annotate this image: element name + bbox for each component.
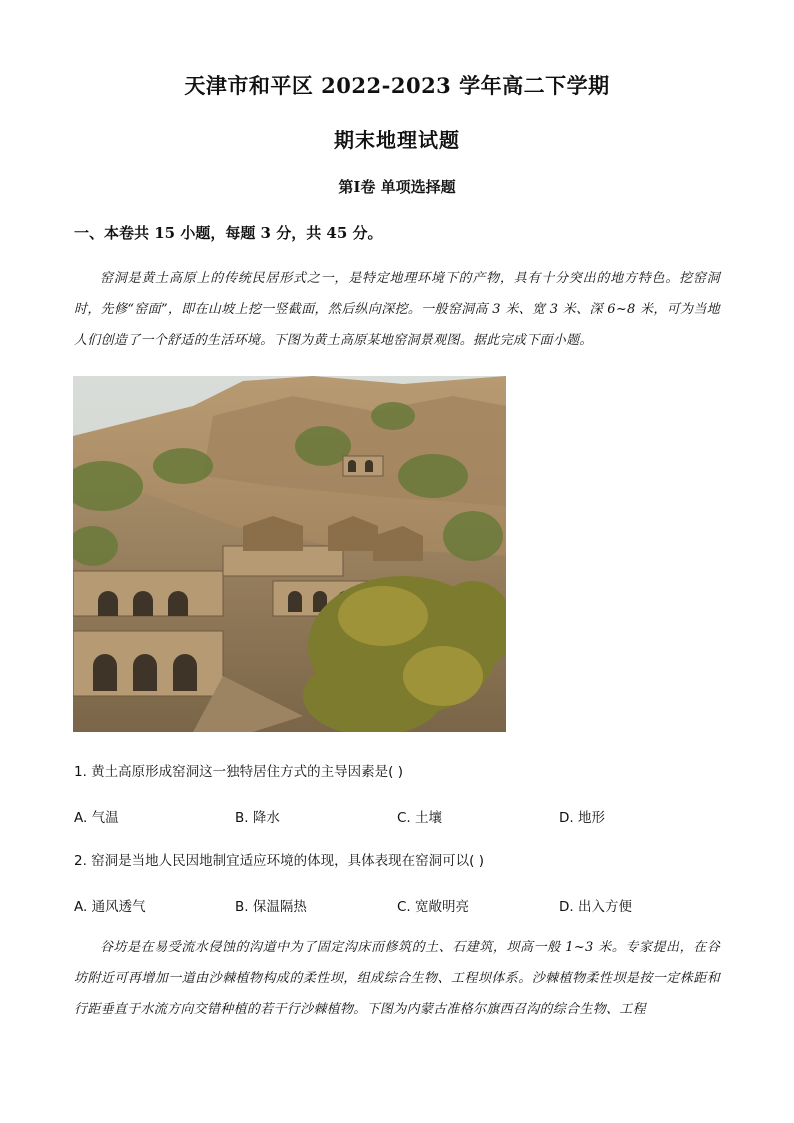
question-1-option-b[interactable]: B. 降水 — [235, 810, 280, 826]
exam-title: 天津市和平区 2022-2023 学年高二下学期 — [184, 73, 610, 98]
part-title: 第Ⅰ卷 单项选择题 — [338, 178, 456, 196]
question-2-option-d[interactable]: D. 出入方便 — [559, 899, 632, 915]
question-2-option-b[interactable]: B. 保温隔热 — [235, 899, 307, 915]
passage-2: 谷坊是在易受流水侵蚀的沟道中为了固定沟床而修筑的土、石建筑，坝高一般 1~3 米。专家提出，在谷坊附近可再增加一道由沙棘植物构成的柔性坝，组成综合生物、工程坝体系。沙棘植物柔性坝是按一定株距和行距垂直于水流方向交错种植的若干行沙棘植物。下图为内蒙古准格尔旗西召沟的综合生物、工程 — [74, 940, 720, 1017]
cave-dwelling-photo — [73, 376, 506, 732]
question-1-stem: 1. 黄土高原形成窑洞这一独特居住方式的主导因素是( ) — [74, 764, 403, 780]
question-1-option-a[interactable]: A. 气温 — [74, 810, 119, 826]
section-heading: 一、本卷共 15 小题，每题 3 分，共 45 分。 — [74, 224, 383, 242]
question-1-options — [74, 806, 724, 826]
question-2-option-a[interactable]: A. 通风透气 — [74, 899, 146, 915]
passage-1: 窑洞是黄土高原上的传统民居形式之一，是特定地理环境下的产物，具有十分突出的地方特色。挖窑洞时，先修“窑面”，即在山坡上挖一竖截面，然后纵向深挖。一般窑洞高 3 米、宽 3 米、深 6~8 米，可为当地人们创造了一个舒适的生活环境。下图为黄土高原某地窑洞景观图。据此完成下面小题。 — [74, 271, 720, 348]
question-2-options — [74, 895, 724, 915]
question-1-option-d[interactable]: D. 地形 — [559, 810, 605, 826]
question-2-stem: 2. 窑洞是当地人民因地制宜适应环境的体现，具体表现在窑洞可以( ) — [74, 853, 484, 869]
exam-subtitle: 期末地理试题 — [334, 128, 460, 152]
question-2-option-c[interactable]: C. 宽敞明亮 — [397, 899, 470, 915]
question-1-option-c[interactable]: C. 土壤 — [397, 810, 443, 826]
